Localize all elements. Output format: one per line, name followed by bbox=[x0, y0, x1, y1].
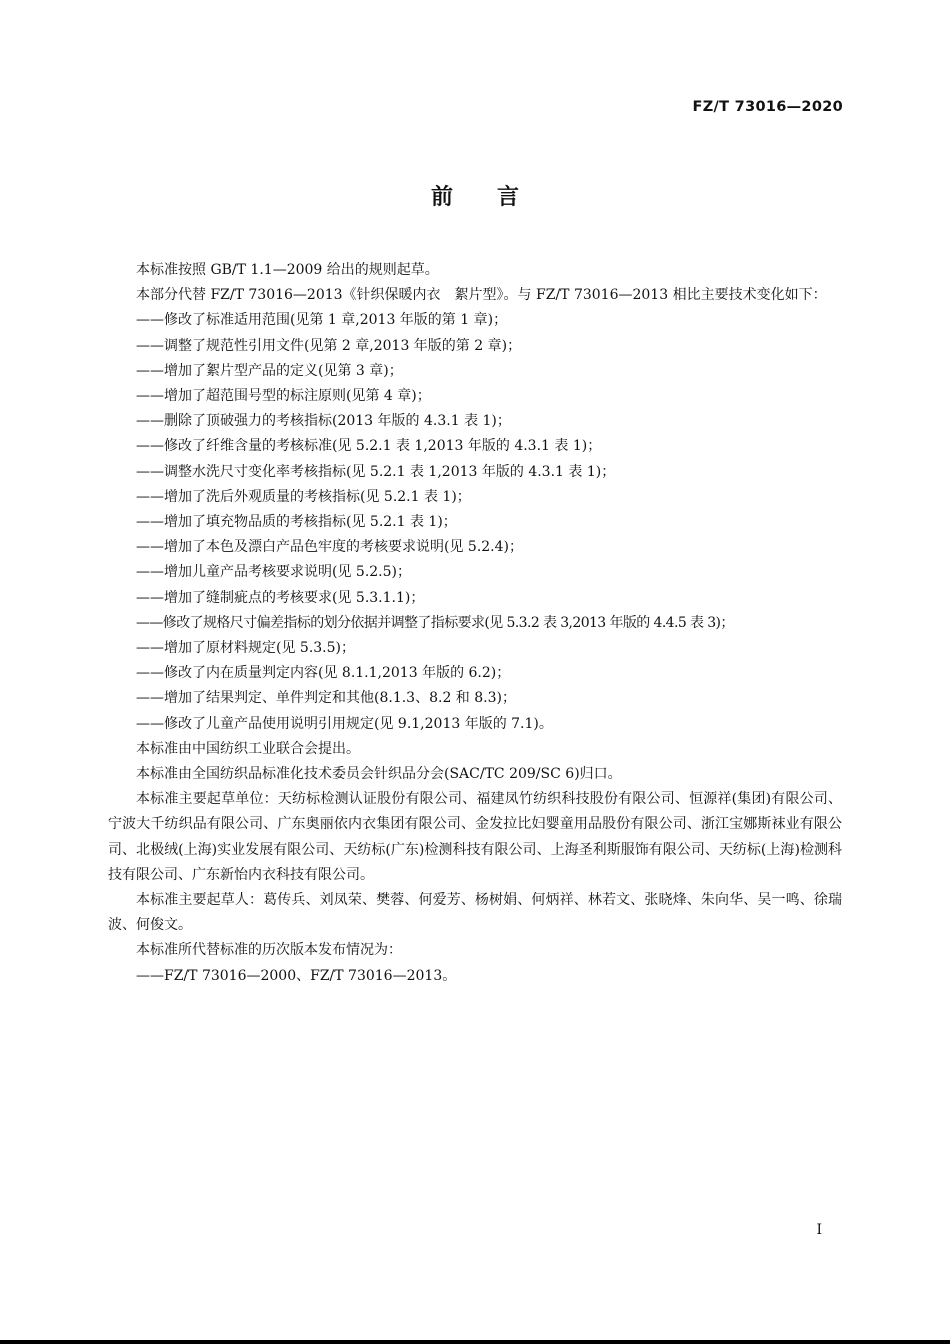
paragraph-drafters: 本标准主要起草人：葛传兵、刘凤荣、樊蓉、何爱芳、杨树娟、何炳祥、林若文、张晓烽、朱向华、吴一鸣、徐瑞波、何俊文。 bbox=[108, 892, 842, 934]
paragraph-drafting-units: 本标准主要起草单位：天纺标检测认证股份有限公司、福建凤竹纺织科技股份有限公司、恒源祥(集团)有限公司、宁波大千纺织品有限公司、广东奥丽依内衣集团有限公司、金发拉比妇婴童用品股份有限公司、浙江宝娜斯袜业有限公司、北极绒(上海)实业发展有限公司、天纺标(广东)检测科技有限公司、上海圣利斯服饰有限公司、天纺标(上海)检测科技有限公司、广东新怡内衣科技有限公司。 bbox=[108, 791, 842, 883]
change-item: ——修改了规格尺寸偏差指标的划分依据并调整了指标要求(见 5.3.2 表 3,2013 年版的 4.4.5 表 3)； bbox=[136, 614, 734, 631]
change-item: ——调整了规范性引用文件(见第 2 章,2013 年版的第 2 章)； bbox=[136, 337, 522, 354]
paragraph-committee: 本标准由全国纺织品标准化技术委员会针织品分会(SAC/TC 209/SC 6)归口。 bbox=[136, 766, 622, 783]
change-item: ——增加了超范围号型的标注原则(见第 4 章)； bbox=[136, 388, 431, 405]
change-item: ——修改了儿童产品使用说明引用规定(见 9.1,2013 年版的 7.1)。 bbox=[136, 715, 553, 732]
change-item: ——删除了顶破强力的考核指标(2013 年版的 4.3.1 表 1)； bbox=[136, 413, 511, 430]
page-title: 前言 bbox=[430, 185, 563, 210]
change-item: ——增加了本色及漂白产品色牢度的考核要求说明(见 5.2.4)； bbox=[136, 539, 523, 556]
change-item: ——增加儿童产品考核要求说明(见 5.2.5)； bbox=[136, 564, 411, 581]
change-item: ——修改了内在质量判定内容(见 8.1.1,2013 年版的 6.2)； bbox=[136, 665, 511, 682]
change-item: ——增加了缝制疵点的考核要求(见 5.3.1.1)； bbox=[136, 589, 425, 606]
page-number: I bbox=[816, 1222, 822, 1238]
bottom-rule bbox=[0, 1340, 950, 1344]
paragraph-history-versions: ——FZ/T 73016—2000、FZ/T 73016—2013。 bbox=[136, 967, 457, 984]
change-item: ——增加了原材料规定(见 5.3.5)； bbox=[136, 640, 355, 657]
paragraph-drafting-rule: 本标准按照 GB/T 1.1—2009 给出的规则起草。 bbox=[136, 262, 439, 278]
foreword-body bbox=[108, 258, 842, 989]
change-item: ——增加了洗后外观质量的考核指标(见 5.2.1 表 1)； bbox=[136, 488, 471, 505]
change-item: ——增加了絮片型产品的定义(见第 3 章)； bbox=[136, 362, 403, 379]
change-item: ——增加了填充物品质的考核指标(见 5.2.1 表 1)； bbox=[136, 514, 457, 531]
change-item: ——修改了纤维含量的考核标准(见 5.2.1 表 1,2013 年版的 4.3.1 表 1)； bbox=[136, 438, 602, 455]
change-item: ——调整水洗尺寸变化率考核指标(见 5.2.1 表 1,2013 年版的 4.3.1 表 1)； bbox=[136, 463, 616, 480]
change-item: ——修改了标准适用范围(见第 1 章,2013 年版的第 1 章)； bbox=[136, 312, 508, 329]
paragraph-history-intro: 本标准所代替标准的历次版本发布情况为： bbox=[136, 942, 402, 959]
paragraph-proposer: 本标准由中国纺织工业联合会提出。 bbox=[136, 740, 360, 757]
paragraph-replacement: 本部分代替 FZ/T 73016—2013《针织保暖内衣 絮片型》。与 FZ/T 73016—2013 相比主要技术变化如下： bbox=[136, 287, 827, 304]
standard-number: FZ/T 73016—2020 bbox=[692, 99, 843, 115]
change-item: ——增加了结果判定、单件判定和其他(8.1.3、8.2 和 8.3)； bbox=[136, 690, 516, 707]
